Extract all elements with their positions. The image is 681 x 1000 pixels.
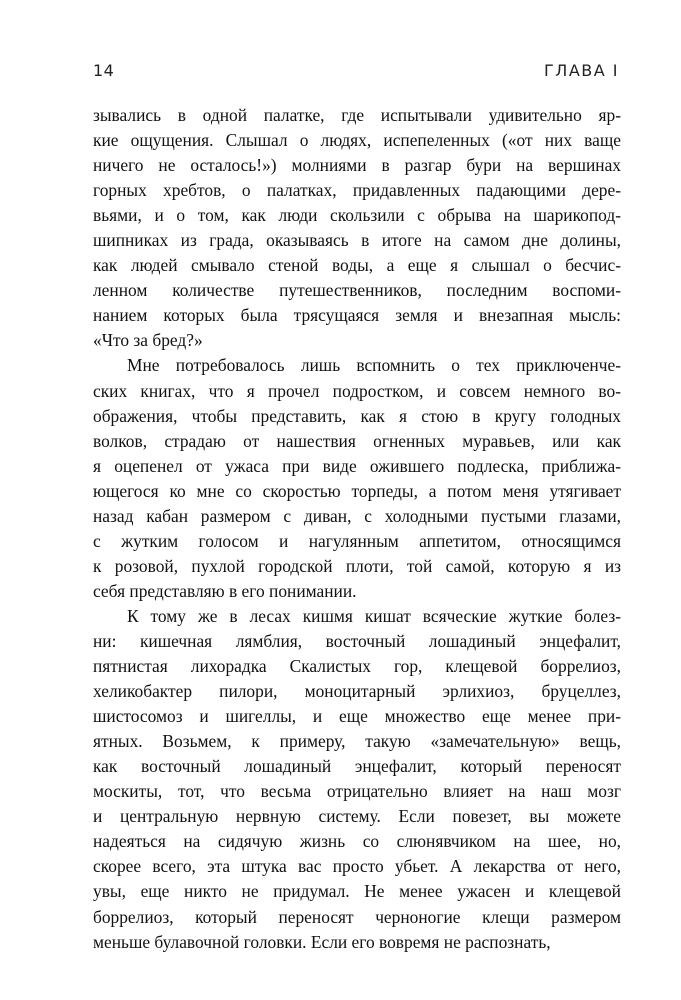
- text-line: пятнистая лихорадка Скалистых гор, клещевой боррелиоз,: [93, 656, 621, 677]
- text-line: К тому же в лесах кишмя кишат всяческие жуткие болез-: [127, 605, 621, 626]
- text-line: назад кабан размером с диван, с холодными пустыми глазами,: [93, 505, 621, 526]
- text-line: увы, еще никто не придумал. Не менее ужасен и клещевой: [93, 881, 621, 902]
- chapter-title: ГЛАВА I: [544, 61, 619, 80]
- text-line: шипниках из града, оказываясь в итоге на самом дне долины,: [93, 230, 621, 251]
- text-line: волков, страдаю от нашествия огненных муравьев, или как: [93, 430, 621, 451]
- text-line: ятных. Возьмем, к примеру, такую «замечательную» вещь,: [93, 731, 621, 752]
- paragraph: [93, 353, 621, 603]
- text-line: себя представляю в его понимании.: [93, 580, 357, 601]
- text-line: скорее всего, эта штука вас просто убьет. А лекарства от него,: [93, 856, 621, 877]
- text-line: москиты, тот, что весьма отрицательно влияет на наш мозг: [93, 781, 621, 802]
- body-text: [93, 103, 621, 955]
- text-line: ющегося ко мне со скоростью торпеды, а потом меня утягивает: [93, 480, 621, 501]
- text-line: «Что за бред?»: [93, 330, 203, 351]
- text-line: меньше булавочной головки. Если его вовремя не распознать,: [93, 931, 551, 952]
- text-line: как восточный лошадиный энцефалит, который переносят: [93, 756, 621, 777]
- text-line: шистосомоз и шигеллы, и еще множество еще менее при-: [93, 706, 621, 727]
- text-line: хеликобактер пилори, моноцитарный эрлихиоз, бруцеллез,: [93, 681, 621, 702]
- text-line: ни: кишечная лямблия, восточный лошадиный энцефалит,: [93, 630, 621, 651]
- text-line: и центральную нервную систему. Если повезет, вы можете: [93, 806, 621, 827]
- text-line: ничего не осталось!») молниями в разгар бури на вершинах: [93, 155, 621, 176]
- text-line: ских книгах, что я прочел подростком, и совсем немного во-: [93, 380, 621, 401]
- text-line: как людей смывало стеной воды, а еще я слышал о бесчис-: [93, 255, 621, 276]
- text-line: боррелиоз, который переносят черноногие клещи размером: [93, 906, 621, 927]
- text-line: надеяться на сидячую жизнь со слюнявчиком на шее, но,: [93, 831, 621, 852]
- text-line: ображения, чтобы представить, как я стою в кругу голодных: [93, 405, 621, 426]
- text-line: горных хребтов, о палатках, придавленных падающими дере-: [93, 180, 621, 201]
- page-number: 14: [93, 61, 115, 80]
- text-line: ленном количестве путешественников, последним воспоми-: [93, 280, 621, 301]
- paragraph: [93, 103, 621, 353]
- running-header: [93, 61, 619, 87]
- paragraph: [93, 604, 621, 955]
- text-line: кие ощущения. Слышал о людях, испепеленных («от них ваще: [93, 130, 621, 151]
- text-line: с жутким голосом и нагулянным аппетитом, относящимся: [93, 530, 621, 551]
- text-line: нанием которых была трясущаяся земля и внезапная мысль:: [93, 305, 621, 326]
- text-line: зывались в одной палатке, где испытывали удивительно яр-: [93, 105, 621, 125]
- text-line: к розовой, пухлой городской плоти, той самой, которую я из: [93, 555, 621, 576]
- text-line: я оцепенел от ужаса при виде ожившего подлеска, приближа-: [93, 455, 621, 476]
- text-line: Мне потребовалось лишь вспомнить о тех приключенче-: [127, 355, 621, 376]
- text-line: вьями, и о том, как люди скользили с обрыва на шарикопод-: [93, 205, 621, 226]
